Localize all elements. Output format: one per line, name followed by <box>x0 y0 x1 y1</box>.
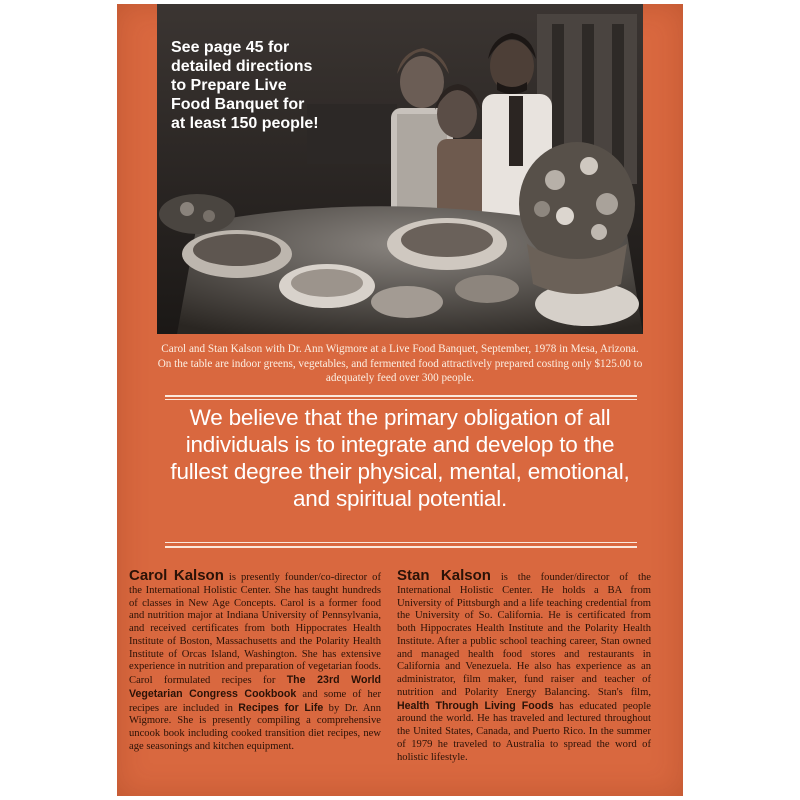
stan-bio <box>397 567 652 764</box>
divider-bottom-thin <box>165 542 637 543</box>
divider-top-thin <box>165 399 637 400</box>
carol-bio <box>129 567 381 754</box>
divider-top <box>165 395 637 397</box>
carol-book-title-1: The 23rd World Vegetarian Congress Cookbook <box>129 674 381 700</box>
photo-caption: Carol and Stan Kalson with Dr. Ann Wigmore at a Live Food Banquet, September, 1978 in Mesa, Arizona. On the table are indoor greens, vegetables, and fermented food attractively prepared costing only $125.00 to adequately feed over 300 people. <box>157 343 643 384</box>
stan-film-title: Health Through Living Foods <box>397 699 554 712</box>
carol-name: Carol Kalson <box>129 567 224 584</box>
mission-statement: We believe that the primary obligation of all individuals is to integrate and develop to the fullest degree their physical, mental, emotional, and spiritual potential. <box>170 405 630 511</box>
stan-bio-text-1: is the founder/director of the International Holistic Center. He holds a BA from University of Pittsburgh and a life teaching credential from the University of So. California. He is certificated from both Hippocrates Health Institute and the Polarity Health Institute. After a public school teaching career, Stan owned and managed health food stores and restaurants in California and Venezuela. He also has experience as an administrator, film maker, fund raiser and teacher of nutrition and Polarity Energy Balancing. Stan's film, <box>397 572 651 698</box>
divider-bottom <box>165 546 637 548</box>
banquet-photo <box>157 4 643 334</box>
carol-bio-text-3: by Dr. Ann Wigmore. She is presently compiling a comprehensive uncook book including cooked transition diet recipes, new age seasonings and kitchen equipment. <box>129 702 381 752</box>
brochure-page <box>117 4 683 796</box>
photo-callout: See page 45 for detailed directions to Prepare Live Food Banquet for at least 150 people! <box>171 39 319 132</box>
carol-book-title-2: Recipes for Life <box>238 701 324 714</box>
carol-bio-text-1: is presently founder/co-director of the International Holistic Center. She has taught hundreds of classes in New Age Concepts. Carol is a former food and nutrition major at Indiana University of Pennsylvania, and received certificates from both Hippocrates Health Institute of Boston, Massachusetts and the Polarity Health Institute of Orcas Island, Washington. She has extensive experience in nutrition and preparation of vegetarian foods. Carol formulated recipes for <box>129 572 381 686</box>
carol-bio-text-2: and some of her recipes are included in <box>129 688 381 714</box>
stan-name: Stan Kalson <box>397 567 491 584</box>
stan-bio-text-2: has educated people around the world. He has traveled and lectured throughout the United States, Canada, and Puerto Rico. In the summer of 1979 he traveled to Australia to spread the word of holistic lifestyle. <box>397 700 652 763</box>
